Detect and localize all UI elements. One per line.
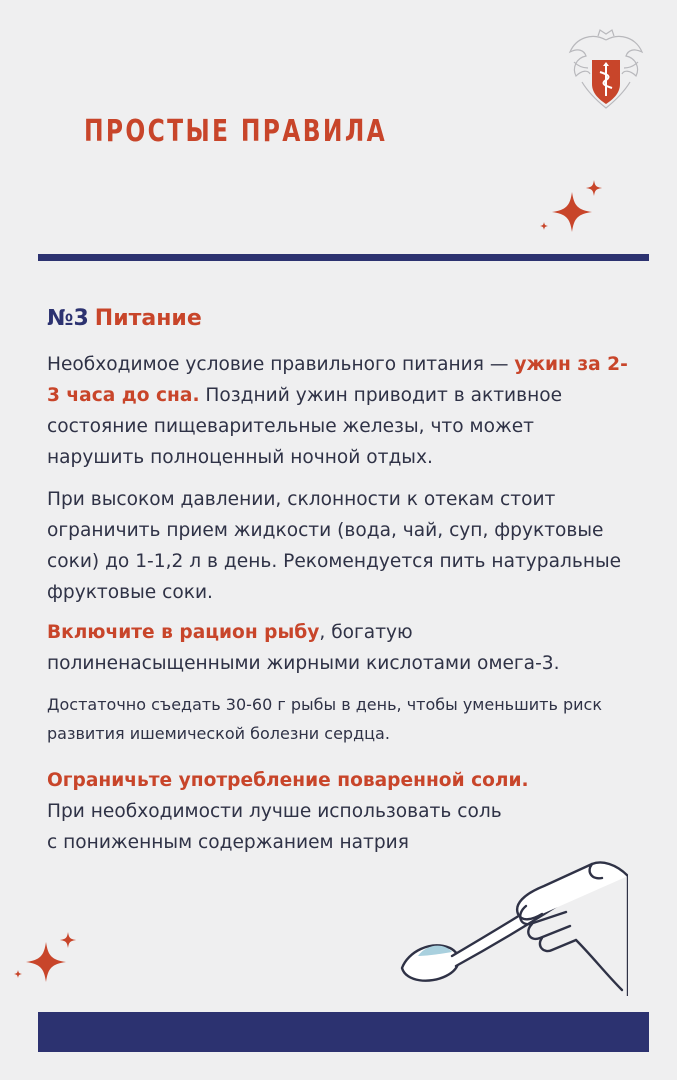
page-title: ПРОСТЫЕ ПРАВИЛА: [84, 114, 388, 149]
paragraph-salt: [47, 765, 632, 858]
paragraph-text: Необходимое условие правильного питания —: [47, 354, 515, 375]
section-number: №3: [47, 306, 89, 331]
sparkle-icon: [536, 176, 608, 242]
section-heading: [47, 306, 202, 331]
paragraph-fluids: При высоком давлении, склонности к отекам стоит ограничить прием жидкости (вода, чай, суп, фруктовые соки) до 1-1,2 л в день. Рекомендуется пить натуральные фруктовые соки.: [47, 489, 622, 603]
paragraph-text: При необходимости лучше использовать соль с пониженным содержанием натрия: [47, 801, 502, 853]
highlight-text: Включите в рацион рыбу: [47, 622, 320, 643]
bottom-bar: [38, 1012, 649, 1052]
paragraph-dinner: [47, 349, 632, 473]
ministry-emblem-icon: [562, 26, 650, 114]
highlight-text: Ограничьте употребление поваренной соли.: [47, 770, 529, 791]
hand-spoon-salt-icon: [396, 856, 628, 996]
highlight-text: ужин за 2-3 часа до сна.: [47, 354, 628, 406]
paragraph-text: Поздний ужин приводит в активное состояние пищеварительные железы, что может нарушить полноценный ночной отдых.: [47, 385, 563, 468]
paragraph-fish-amount: Достаточно съедать 30-60 г рыбы в день, чтобы уменьшить риск развития ишемической болезни сердца.: [47, 695, 602, 743]
top-divider: [38, 254, 649, 261]
sparkle-icon: [10, 928, 82, 998]
section-name: Питание: [94, 306, 202, 331]
paragraph-fish: [47, 617, 632, 679]
paragraph-text: , богатую полиненасыщенными жирными кислотами омега-3.: [47, 622, 560, 674]
